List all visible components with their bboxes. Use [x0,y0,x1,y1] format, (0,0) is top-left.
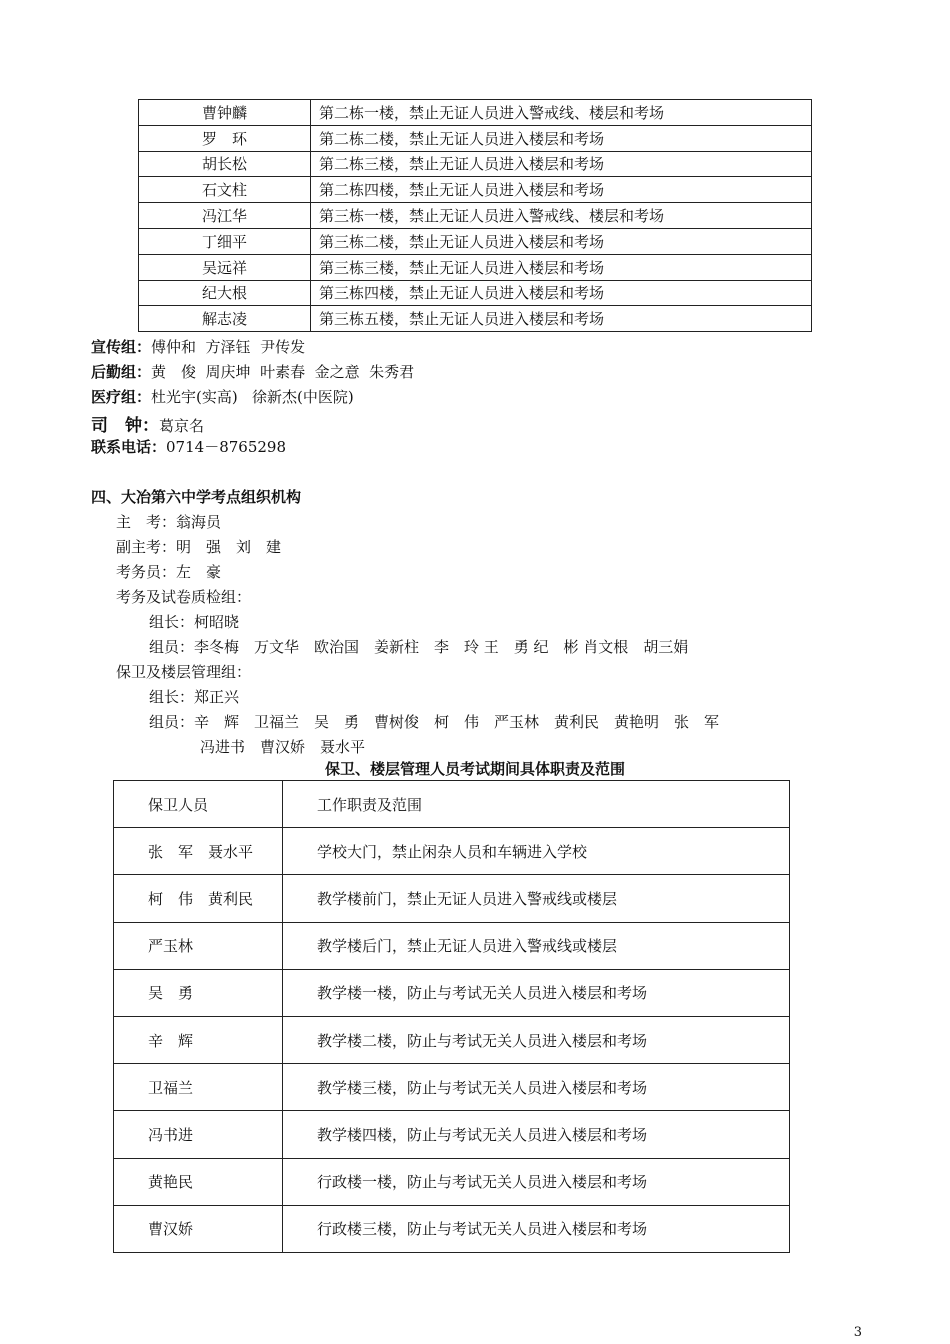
qc-group-members: 组员：李冬梅 万文华 欧治国 姜新柱 李 玲 王 勇 纪 彬 肖文根 胡三娟 [149,638,689,656]
staff-duty: 第三栋二楼，禁止无证人员进入楼层和考场 [311,228,812,254]
publicity-group-label: 宣传组： [91,338,152,356]
staff-duty: 教学楼后门，禁止无证人员进入警戒线或楼层 [283,922,790,969]
qc-group-leader: 组长：柯昭晓 [149,613,240,631]
table-caption: 保卫、楼层管理人员考试期间具体职责及范围 [324,760,625,778]
table-row [139,100,812,126]
table-row [114,1205,790,1252]
staff-duty: 教学楼三楼，防止与考试无关人员进入楼层和考场 [283,1064,790,1111]
column-header-duty: 工作职责及范围 [283,781,790,828]
staff-name: 石文柱 [139,177,311,203]
staff-name: 冯江华 [139,203,311,229]
medical-group-label: 医疗组： [91,388,152,406]
vice-chief-examiner: 副主考：明 强 刘 建 [116,538,282,556]
table-row [139,151,812,177]
staff-duty: 第二栋二楼，禁止无证人员进入楼层和考场 [311,125,812,151]
staff-name: 吴 勇 [114,969,283,1016]
staff-duty: 第二栋一楼，禁止无证人员进入警戒线、楼层和考场 [311,100,812,126]
staff-duty: 学校大门，禁止闲杂人员和车辆进入学校 [283,828,790,875]
table-row [139,228,812,254]
table-row [139,125,812,151]
medical-group-members: 杜光宇(实高) 徐新杰(中医院) [151,388,354,406]
table-row [114,1064,790,1111]
staff-name: 罗 环 [139,125,311,151]
staff-duty: 行政楼三楼，防止与考试无关人员进入楼层和考场 [283,1205,790,1252]
security-group-leader: 组长：郑正兴 [149,688,240,706]
publicity-group-line [91,336,305,357]
bell-ringer-name: 葛京名 [159,417,205,435]
contact-phone-line [91,436,286,457]
staff-duty: 教学楼一楼，防止与考试无关人员进入楼层和考场 [283,969,790,1016]
table-row [139,306,812,332]
table-row [114,1111,790,1158]
security-floor-table [138,99,812,332]
chief-examiner: 主 考：翁海员 [116,513,222,531]
staff-duty: 教学楼二楼，防止与考试无关人员进入楼层和考场 [283,1016,790,1063]
contact-phone-number: 0714－8765298 [166,438,286,456]
staff-name: 卫福兰 [114,1064,283,1111]
logistics-group-label: 后勤组： [91,363,152,381]
staff-duty: 第二栋三楼，禁止无证人员进入楼层和考场 [311,151,812,177]
contact-phone-label: 联系电话： [91,438,167,456]
staff-name: 冯书进 [114,1111,283,1158]
logistics-group-members: 黄 俊 周庆坤 叶素春 金之意 朱秀君 [151,363,415,381]
staff-name: 曹汉娇 [114,1205,283,1252]
staff-name: 胡长松 [139,151,311,177]
staff-duty: 第二栋四楼，禁止无证人员进入楼层和考场 [311,177,812,203]
section-heading: 四、大冶第六中学考点组织机构 [91,488,302,506]
publicity-group-members: 傅仲和 方泽钰 尹传发 [151,338,306,356]
staff-name: 曹钟麟 [139,100,311,126]
page-number: 3 [853,1325,862,1340]
column-header-staff: 保卫人员 [114,781,283,828]
table-row [114,875,790,922]
staff-duty: 行政楼一楼，防止与考试无关人员进入楼层和考场 [283,1158,790,1205]
staff-duty: 第三栋五楼，禁止无证人员进入楼层和考场 [311,306,812,332]
table-row [114,1158,790,1205]
security-group-members-cont: 冯进书 曹汉娇 聂水平 [200,738,366,756]
staff-name: 吴远祥 [139,254,311,280]
bell-ringer-line [91,411,204,436]
medical-group-line [91,386,354,407]
staff-name: 柯 伟 黄利民 [114,875,283,922]
staff-duty: 第三栋四楼，禁止无证人员进入楼层和考场 [311,280,812,306]
table-row [139,254,812,280]
logistics-group-line [91,361,414,382]
staff-name: 黄艳民 [114,1158,283,1205]
staff-name: 辛 辉 [114,1016,283,1063]
qc-group-title: 考务及试卷质检组： [116,588,252,606]
table-row [139,280,812,306]
staff-duty: 第三栋三楼，禁止无证人员进入楼层和考场 [311,254,812,280]
staff-name: 丁细平 [139,228,311,254]
bell-ringer-label: 司 钟： [91,416,159,436]
security-group-members: 组员：辛 辉 卫福兰 吴 勇 曹树俊 柯 伟 严玉林 黄利民 黄艳明 张 军 [149,713,720,731]
table-row [114,922,790,969]
staff-name: 解志凌 [139,306,311,332]
table-row [139,177,812,203]
security-group-title: 保卫及楼层管理组： [116,663,252,681]
table-header-row [114,781,790,828]
table-row [114,1016,790,1063]
security-duty-table [113,780,790,1253]
staff-name: 纪大根 [139,280,311,306]
table-row [114,828,790,875]
exam-clerk: 考务员：左 豪 [116,563,222,581]
staff-duty: 教学楼前门，禁止无证人员进入警戒线或楼层 [283,875,790,922]
staff-name: 严玉林 [114,922,283,969]
staff-name: 张 军 聂水平 [114,828,283,875]
staff-duty: 教学楼四楼，防止与考试无关人员进入楼层和考场 [283,1111,790,1158]
table-row [139,203,812,229]
staff-duty: 第三栋一楼，禁止无证人员进入警戒线、楼层和考场 [311,203,812,229]
table-row [114,969,790,1016]
